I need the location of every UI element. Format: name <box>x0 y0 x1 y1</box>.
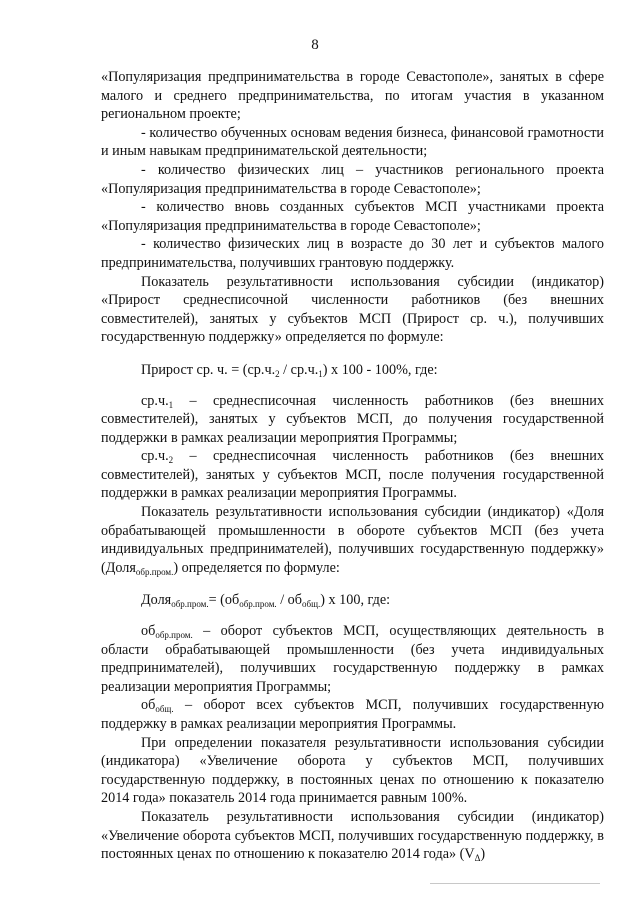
formula-text: Доля <box>141 592 172 609</box>
paragraph-text: Показатель результативности использования субсидии (индикатор) «Доля обрабатывающей промышленности в обороте субъектов МСП (без учета индивидуальных предпринимателей), получивших государственную поддержку» (Доля <box>101 504 604 576</box>
definition-item <box>101 392 604 448</box>
formula-share <box>101 591 604 610</box>
paragraph-text: Показатель результативности использования субсидии (индикатор) «Увеличение оборота субъектов МСП, получивших государственную поддержку, в постоянных ценах по отношению к показателю 2014 года» (V <box>101 808 604 863</box>
list-item: - количество физических лиц – участников регионального проекта «Популяризация предпринимательства в городе Севастополе»; <box>101 161 604 197</box>
paragraph-text: ) определяется по формуле: <box>173 559 340 576</box>
formula-growth <box>101 361 604 380</box>
formula-text: ) х 100, где: <box>320 592 391 609</box>
document-body <box>101 68 604 864</box>
definition-text: – оборот субъектов МСП, осуществляющих деятельность в области обрабатывающей промышленности (без учета индивидуальных предпринимателей), получивших государственную поддержку в рамках реализации мероприятия Программы; <box>101 623 604 695</box>
formula-subscript: 2 <box>275 368 280 379</box>
paragraph-text: ) <box>480 846 486 863</box>
definition-item <box>101 447 604 503</box>
paragraph-subscript: Δ <box>474 853 481 864</box>
definition-term: об <box>141 697 156 714</box>
definition-text: – среднесписочная численность работников (без внешних совместителей), занятых у субъектов МСП, до получения государственной поддержки в рамках реализации мероприятия Программы; <box>101 392 604 446</box>
paragraph <box>101 503 604 577</box>
footer-rule <box>430 883 600 884</box>
paragraph: «Популяризация предпринимательства в городе Севастополе», занятых в сфере малого и среднего предпринимательства, по итогам участия в указанном региональном проекте; <box>101 69 604 123</box>
paragraph-subscript: обр.пром. <box>135 566 174 577</box>
definition-subscript: обр.пром. <box>155 630 193 641</box>
formula-text: / ср.ч. <box>279 361 319 378</box>
formula-subscript: общ. <box>302 599 321 610</box>
definition-term: об <box>141 623 156 640</box>
definition-term: ср.ч. <box>141 448 169 465</box>
list-item: - количество обученных основам ведения бизнеса, финансовой грамотности и иным навыкам предпринимательской деятельности; <box>101 124 604 160</box>
page-number: 8 <box>311 37 319 53</box>
list-item: - количество вновь созданных субъектов МСП участниками проекта «Популяризация предпринимательства в городе Севастополе»; <box>101 199 604 234</box>
list-item: - количество физических лиц в возрасте до 30 лет и субъектов малого предпринимательства, получивших грантовую поддержку. <box>101 236 604 271</box>
formula-text: / об <box>276 592 302 609</box>
paragraph: При определении показателя результативности использования субсидии (индикатора) «Увеличение оборота у субъектов МСП, получивших государственную поддержку, в постоянных ценах по отношению к показателю 2014 года» показатель 2014 года принимается равным 100%. <box>101 734 604 807</box>
definition-subscript: общ. <box>155 704 174 715</box>
definition-item <box>101 696 604 733</box>
formula-text: ) х 100 - 100%, где: <box>322 361 438 378</box>
formula-text: = (об <box>208 592 240 609</box>
definition-text: – оборот всех субъектов МСП, получивших государственную поддержку в рамках реализации мероприятия Программы. <box>101 697 604 732</box>
definition-text: – среднесписочная численность работников (без внешних совместителей), занятых у субъектов МСП, после получения государственной поддержки в рамках реализации мероприятия Программы. <box>101 448 604 502</box>
paragraph <box>101 808 604 864</box>
formula-subscript: обр.пром. <box>239 599 277 610</box>
formula-text: Прирост ср. ч. = (ср.ч. <box>141 361 276 378</box>
definition-term: ср.ч. <box>141 392 169 409</box>
definition-subscript: 2 <box>168 455 174 466</box>
definition-subscript: 1 <box>168 399 174 410</box>
formula-subscript: обр.пром. <box>171 599 209 610</box>
definition-item <box>101 622 604 696</box>
formula-subscript: 1 <box>318 368 323 379</box>
paragraph: Показатель результативности использования субсидии (индикатор) «Прирост среднесписочной численности работников (без внешних совместителей), занятых у субъектов МСП (Прирост ср. ч.), получивших государственную поддержку» определяется по формуле: <box>101 273 604 346</box>
